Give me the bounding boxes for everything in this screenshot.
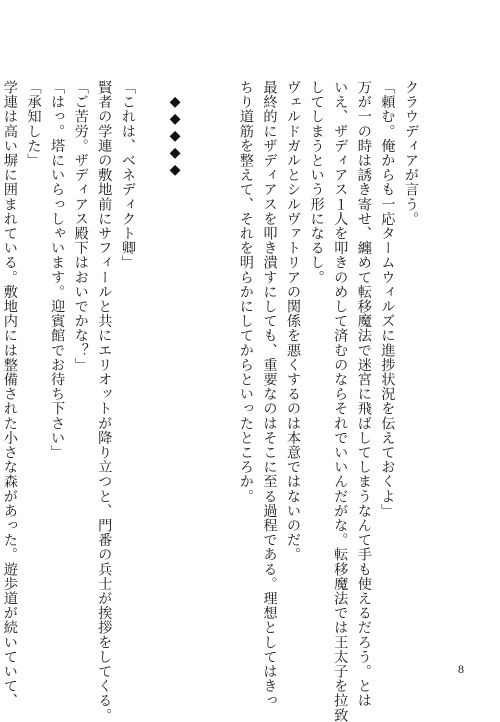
blank-line [139,80,163,640]
text-line: 賢者の学連の敷地前にサフィールと共にエリオットが降り立つと、門番の兵士が挨拶をしてくる。 [96,80,113,722]
blank-line [186,80,210,640]
text-line: いえ、ザディアス１人を叩きのめして済むのならそれでいいんだがな。転移魔法では王太子を拉致 [332,80,349,722]
text-line: 最終的にザディアスを叩き潰すにしても、重要なのはそこに至る過程である。理想としてはきっ [261,80,278,708]
text-line: ヴェルドガルとシルヴァトリアの関係を悪くするのは本意ではないのだ。 [285,80,302,562]
text-line: してしまうという形になるし。 [308,80,325,285]
blank-line [210,80,234,640]
dialogue-line: 「頼む。俺からも一応タームウィルズに進捗状況を伝えておくよ」 [379,80,396,518]
page-number: 8 [458,662,464,676]
scene-separator: ◆◆◆◆◆ [167,94,184,179]
dialogue-line: 「はっ。塔にいらっしゃいます。迎賓館でお待ち下さい」 [49,80,66,460]
dialogue-line: 「これは、ベネディクト卿」 [119,80,136,270]
dialogue-line: 「ご苦労。ザディアス殿下はおいでかな？」 [72,80,89,372]
text-line: 学連は高い塀に囲まれている。敷地内には整備された小さな森があった。遊歩道が続いていて、 [1,80,18,708]
dialogue-line: 「承知した」 [25,80,42,168]
vertical-text-body [0,80,422,722]
text-line: クラウディアが言う。 [403,80,419,226]
text-line: 万が一の時は誘き寄せ、纏めて転移魔法で迷宮に飛ばしてしまうなんて手も使えるだろう。とは [355,80,372,708]
text-line: ちり道筋を整えて、それを明らかにしてからといったところか。 [237,80,254,504]
